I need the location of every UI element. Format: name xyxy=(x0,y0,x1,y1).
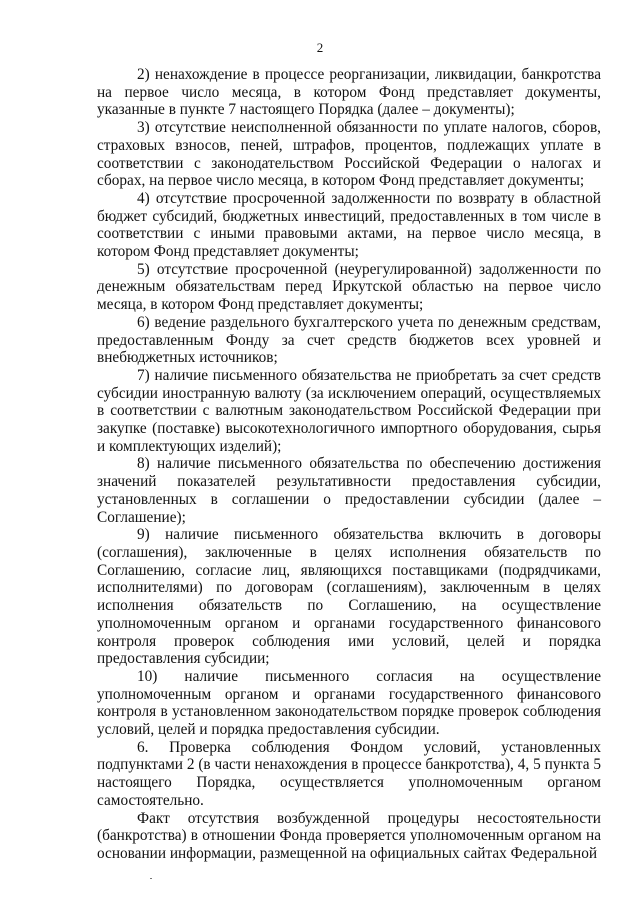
scan-artifact xyxy=(150,878,152,879)
paragraph-item-8: 8) наличие письменного обязательства по обеспечению достижения значений показателей результативности предоставления субсидии, установленных в соглашении о предоставлении субсидии (далее – Соглашение); xyxy=(97,455,601,526)
paragraph-item-4: 4) отсутствие просроченной задолженности по возврату в областной бюджет субсидий, бюджетных инвестиций, предоставленных в том числе в соответствии с иными правовыми актами, на первое число месяца, в котором Фонд представляет документы; xyxy=(97,189,601,261)
page-number: 2 xyxy=(316,40,324,55)
paragraph-item-10: 10) наличие письменного согласия на осуществление уполномоченным органом и органами государственного финансового контроля в установленном законодательством порядке проверок соблюдения условий, целей и порядка предоставления субсидии. xyxy=(97,667,601,739)
paragraph-item-5: 5) отсутствие просроченной (неурегулированной) задолженности по денежным обязательствам перед Иркутской областью на первое число месяца, в котором Фонд представляет документы; xyxy=(97,260,601,314)
paragraph-clause-6: 6. Проверка соблюдения Фондом условий, установленных подпунктами 2 (в части ненахождения в процессе банкротства), 4, 5 пункта 5 настоящего Порядка, осуществляется уполномоченным органом самостоятельно. xyxy=(97,738,601,809)
paragraph-bankruptcy-check: Факт отсутствия возбужденной процедуры несостоятельности (банкротства) в отношении Фонда проверяется уполномоченным органом на основании информации, размещенной на официальных сайтах Федеральной xyxy=(97,809,601,862)
paragraph-item-3: 3) отсутствие неисполненной обязанности по уплате налогов, сборов, страховых взносов, пеней, штрафов, процентов, подлежащих уплате в соответствии с законодательством Российской Федерации о налогах и сборах, на первое число месяца, в котором Фонд представляет документы; xyxy=(97,119,601,190)
paragraph-item-9: 9) наличие письменного обязательства включить в договоры (соглашения), заключенные в целях исполнения обязательств по Соглашению, согласие лиц, являющихся поставщиками (подрядчиками, исполнителями) по договорам (соглашениям), заключенным в целях исполнения обязательств по Соглашению, на осуществление уполномоченным органом и органами государственного финансового контроля проверок соблюдения ими условий, целей и порядка предоставления субсидии; xyxy=(97,526,601,668)
paragraph-item-7: 7) наличие письменного обязательства не приобретать за счет средств субсидии иностранную валюту (за исключением операций, осуществляемых в соответствии с валютным законодательством Российской Федерации при закупке (поставке) высокотехнологичного импортного оборудования, сырья и комплектующих изделий); xyxy=(97,366,601,455)
paragraph-item-2: 2) ненахождение в процессе реорганизации, ликвидации, банкротства на первое число месяца, в котором Фонд представляет документы, указанные в пункте 7 настоящего Порядка (далее – документы); xyxy=(97,66,601,119)
paragraph-item-6: 6) ведение раздельного бухгалтерского учета по денежным средствам, предоставленным Фонду за счет средств бюджетов всех уровней и внебюджетных источников; xyxy=(97,313,601,367)
document-body xyxy=(97,66,601,863)
